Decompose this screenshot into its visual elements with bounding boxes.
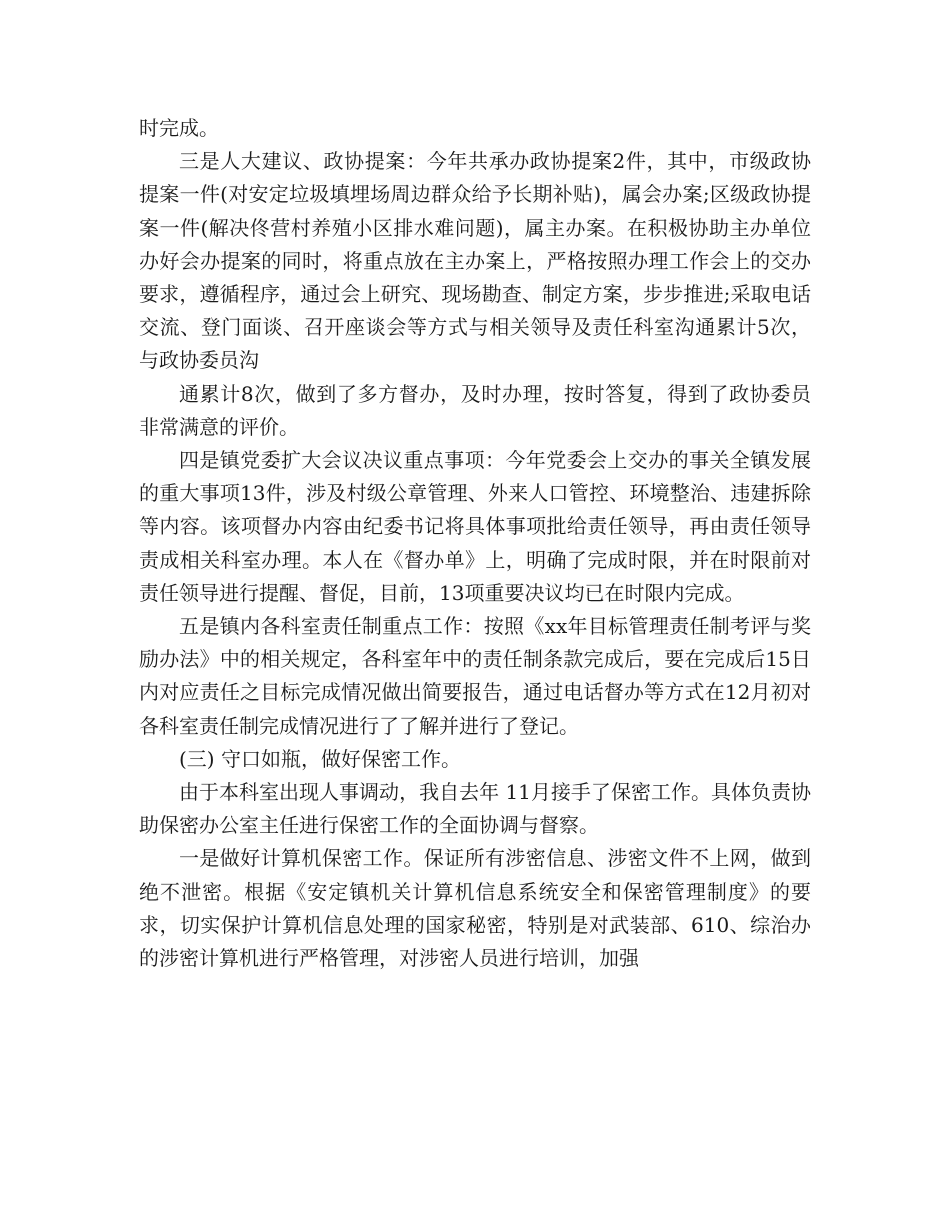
document-body: [139, 112, 811, 975]
paragraph: 一是做好计算机保密工作。保证所有涉密信息、涉密文件不上网，做到绝不泄密。根据《安定镇机关计算机信息系统安全和保密管理制度》的要求，切实保护计算机信息处理的国家秘密，特别是对武装部、610、综治办的涉密计算机进行严格管理，对涉密人员进行培训，加强: [139, 846, 811, 971]
paragraph: 三是人大建议、政协提案：今年共承办政协提案2件，其中，市级政协提案一件(对安定垃圾填埋场周边群众给予长期补贴)，属会办案;区级政协提案一件(解决佟营村养殖小区排水难问题)，属主办案。在积极协助主办单位办好会办提案的同时，将重点放在主办案上，严格按照办理工作会上的交办要求，遵循程序，通过会上研究、现场勘查、制定方案，步步推进;采取电话交流、登门面谈、召开座谈会等方式与相关领导及责任科室沟通累计5次，与政协委员沟: [139, 149, 811, 373]
paragraph: 通累计8次，做到了多方督办，及时办理，按时答复，得到了政协委员非常满意的评价。: [139, 381, 811, 439]
paragraph: 时完成。: [139, 116, 219, 140]
paragraph: 五是镇内各科室责任制重点工作：按照《xx年目标管理责任制考评与奖励办法》中的相关规定，各科室年中的责任制条款完成后，要在完成后15日内对应责任之目标完成情况做出简要报告，通过电话督办等方式在12月初对各科室责任制完成情况进行了了解并进行了登记。: [139, 614, 811, 738]
paragraph: (三) 守口如瓶，做好保密工作。: [179, 746, 461, 771]
paragraph: 由于本科室出现人事调动，我自去年 11月接手了保密工作。具体负责协助保密办公室主任进行保密工作的全面协调与督察。: [139, 780, 811, 838]
paragraph: 四是镇党委扩大会议决议重点事项：今年党委会上交办的事关全镇发展的重大事项13件，涉及村级公章管理、外来人口管控、环境整治、违建拆除等内容。该项督办内容由纪委书记将具体事项批给责任领导，再由责任领导责成相关科室办理。本人在《督办单》上，明确了完成时限，并在时限前对责任领导进行提醒、督促，目前，13项重要决议均已在时限内完成。: [139, 448, 811, 605]
